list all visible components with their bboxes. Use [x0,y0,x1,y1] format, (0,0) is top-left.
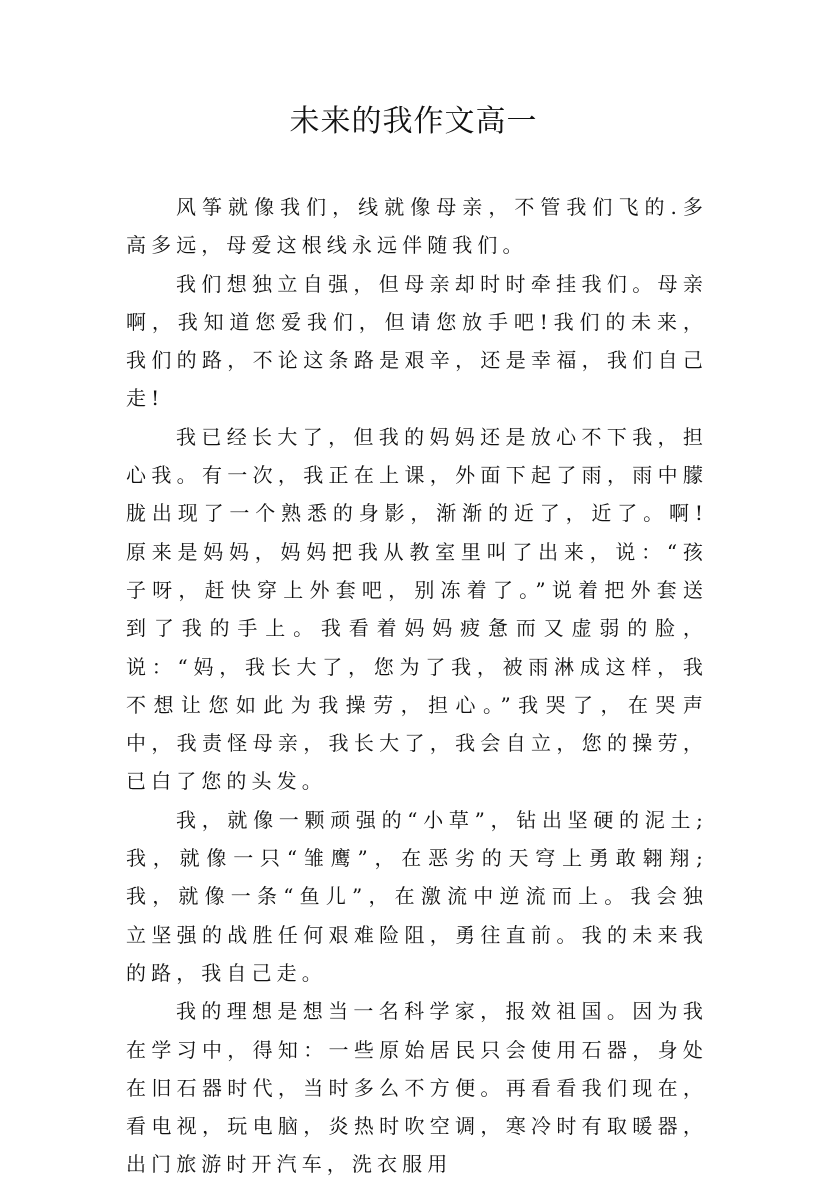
document-body [126,188,708,1184]
paragraph-3: 我已经长大了，但我的妈妈还是放心不下我，担心我。有一次，我正在上课，外面下起了雨，雨中朦胧出现了一个熟悉的身影，渐渐的近了，近了。啊!原来是妈妈，妈妈把我从教室里叫了出来，说：“孩子呀，赶快穿上外套吧，别冻着了。”说着把外套送到了我的手上。我看着妈妈疲惫而又虚弱的脸，说：“妈，我长大了，您为了我，被雨淋成这样，我不想让您如此为我操劳，担心。”我哭了，在哭声中，我责怪母亲，我长大了，我会自立，您的操劳，已白了您的头发。 [126,424,708,794]
paragraph-4: 我，就像一颗顽强的“小草”，钻出坚硬的泥土;我，就像一只“雏鹰”，在恶劣的天穹上勇敢翱翔;我，就像一条“鱼儿”，在激流中逆流而上。我会独立坚强的战胜任何艰难险阻，勇往直前。我的未来我的路，我自己走。 [126,807,708,985]
paragraph-5: 我的理想是想当一名科学家，报效祖国。因为我在学习中，得知：一些原始居民只会使用石器，身处在旧石器时代，当时多么不方便。再看看我们现在，看电视，玩电脑，炎热时吹空调，寒冷时有取暖器，出门旅游时开汽车，洗衣服用 [126,999,708,1177]
document-title: 未来的我作文高一 [289,104,538,139]
paragraph-2: 我们想独立自强，但母亲却时时牵挂我们。母亲啊，我知道您爱我们，但请您放手吧!我们的未来，我们的路，不论这条路是艰辛，还是幸福，我们自己走! [126,271,708,411]
paragraph-1: 风筝就像我们，线就像母亲，不管我们飞的.多高多远，母爱这根线永远伴随我们。 [126,195,708,258]
